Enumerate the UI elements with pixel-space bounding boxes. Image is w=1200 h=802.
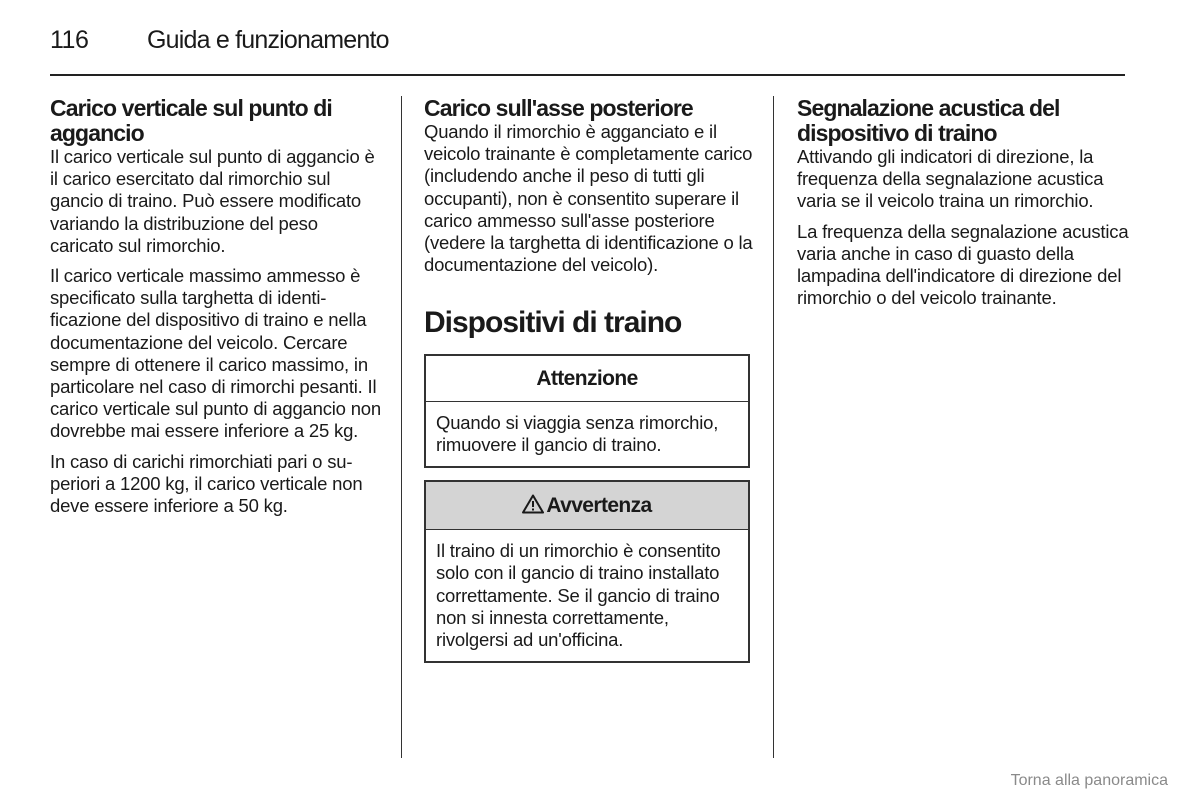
- column-middle: [424, 96, 756, 663]
- column-divider: [773, 96, 774, 758]
- paragraph: Il carico verticale massimo ammesso è specificato sulla targhetta di identificazione del dispositivo di traino e nella documentazione del veicolo. Cercare sempre di ottenere il carico massimo, in particolare nel caso di rimorchi pesanti. Il carico verticale sul punto di aggancio non dovrebbe mai essere inferiore a 25 kg.: [50, 265, 381, 442]
- warning-box-title: Avvertenza: [546, 494, 652, 518]
- warning-triangle-icon: [522, 494, 544, 519]
- attention-box: [424, 354, 750, 468]
- warning-box: [424, 480, 750, 663]
- paragraph: Il carico verticale sul punto di aggancio è il carico esercitato dal rimorchio sul gancio di traino. Può essere modificato variando la distribuzione del peso caricato sul rimorchio.: [50, 146, 375, 256]
- back-to-overview-link[interactable]: Torna alla panoramica: [1010, 772, 1168, 789]
- page-number: 116: [50, 26, 89, 54]
- attention-box-body: Quando si viaggia senza rimorchio, rimuovere il gancio di traino.: [436, 411, 719, 455]
- page-section-title: Guida e funzionamento: [147, 26, 389, 54]
- rear-axle-load-heading: Carico sull'asse posteriore: [424, 95, 693, 121]
- column-divider: [401, 96, 402, 758]
- column-left: [50, 96, 385, 525]
- towing-devices-heading: Dispositivi di traino: [424, 306, 682, 340]
- attention-box-title: Attenzione: [426, 356, 748, 401]
- column-right: [797, 96, 1129, 317]
- acoustic-signal-heading: Segnalazione acustica del dispositivo di traino: [797, 95, 1060, 146]
- paragraph: La frequenza della segnalazione acustica varia anche in caso di guasto della lampadina dell'indicatore di direzione del rimorchio o del veicolo trainante.: [797, 220, 1129, 309]
- vertical-load-heading: Carico verticale sul punto di aggancio: [50, 95, 332, 146]
- warning-box-title-row: [426, 482, 748, 530]
- page-header: [50, 24, 1125, 76]
- paragraph: Attivando gli indicatori di direzione, la frequenza della segnalazione acustica varia se il veicolo traina un rimorchio.: [797, 146, 1104, 212]
- warning-box-body: Il traino di un rimorchio è consentito solo con il gancio di traino installato correttamente. Se il gancio di traino non si innesta correttamente, rivolgersi ad un'officina.: [436, 540, 721, 651]
- paragraph: Quando il rimorchio è agganciato e il veicolo trainante è completamente carico (includendo anche il peso di tutti gli occupanti), non è consentito superare il carico ammesso sull'asse posteriore (vedere la targhetta di identificazione o la documentazione del veicolo).: [424, 121, 753, 276]
- paragraph: In caso di carichi rimorchiati pari o superiori a 1200 kg, il carico verticale non deve essere inferiore a 50 kg.: [50, 450, 363, 517]
